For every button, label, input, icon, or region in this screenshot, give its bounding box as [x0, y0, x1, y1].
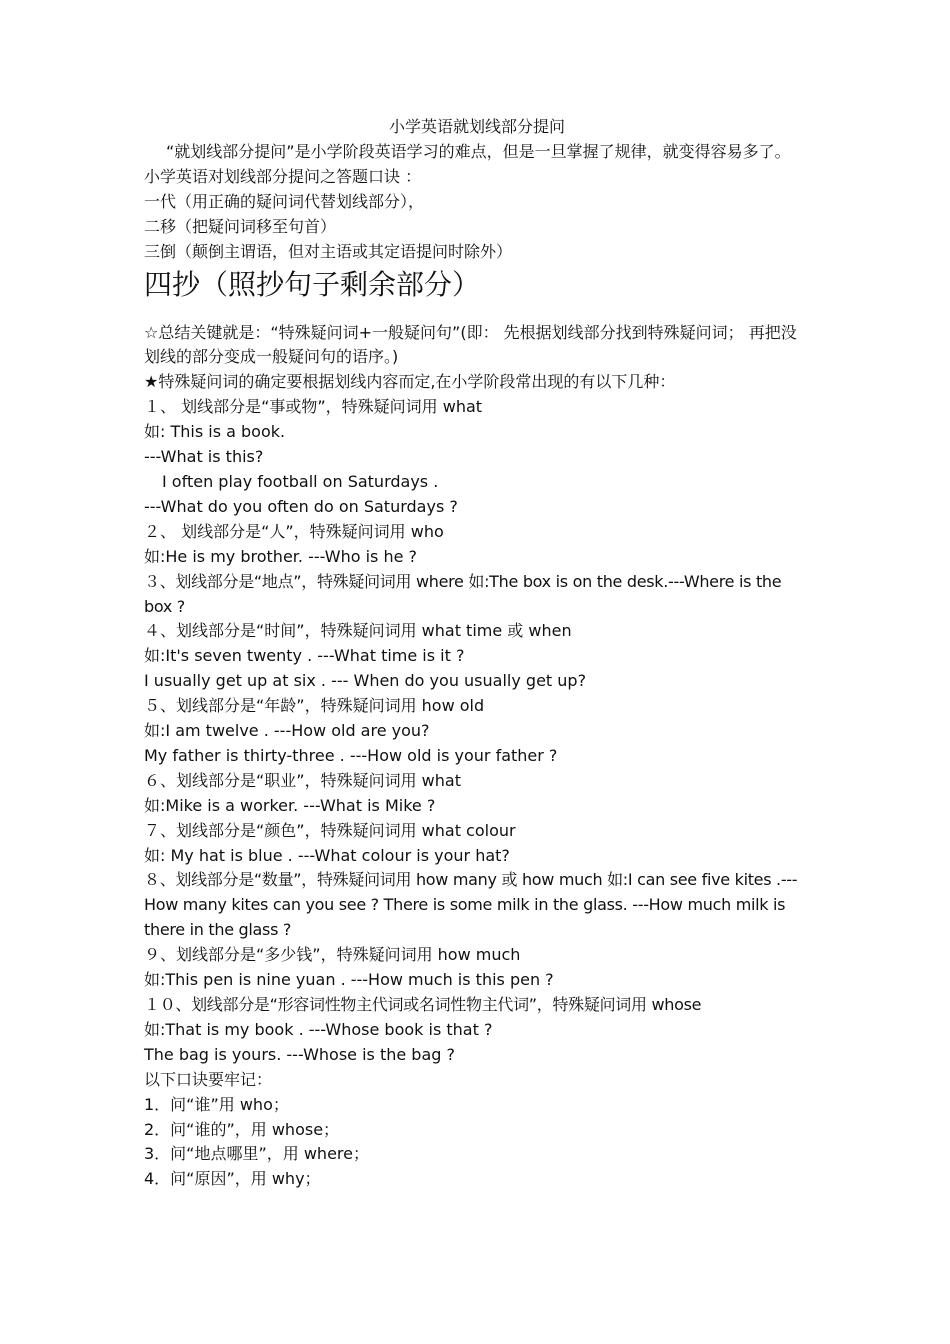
intro-paragraph: “就划线部分提问”是小学阶段英语学习的难点，但是一旦掌握了规律，就变得容易多了。 — [166, 142, 791, 161]
example-line: 如:He is my brother. ---Who is he ? — [144, 546, 418, 566]
rule-3-paragraph: ３、划线部分是“地点”，特殊疑问词用 where 如:The box is on the desk.---Where is the box ? — [144, 571, 782, 616]
mnemonic-item: 3．问“地点哪里”，用 where； — [144, 1144, 369, 1164]
rule-10-heading: １０、划线部分是“形容词性物主代词或名词性物主代词”，特殊疑问词用 whose — [144, 995, 702, 1014]
mnemonic-item: 1．问“谁”用 who； — [144, 1094, 289, 1114]
example-line: The bag is yours. ---Whose is the bag ? — [144, 1044, 455, 1064]
rule-4-heading: ４、划线部分是“时间”，特殊疑问词用 what time 或 when — [144, 621, 572, 641]
example-line: I often play football on Saturdays . — [162, 471, 439, 491]
formula-step-2: 二移（把疑问词移至句首） — [144, 216, 337, 236]
summary-paragraph: ☆总结关键就是：“特殊疑问词+一般疑问句”(即： 先根据划线部分找到特殊疑问词； 再把没划线的部分变成一般疑问句的语序。) — [144, 322, 797, 367]
formula-step-4: 四抄（照抄句子剩余部分） — [144, 267, 481, 301]
rule-2-heading: ２、 划线部分是“人”，特殊疑问词用 who — [144, 521, 444, 541]
example-line: ---What do you often do on Saturdays ? — [144, 496, 458, 516]
formula-step-3: 三倒（颠倒主谓语，但对主语或其定语提问时除外） — [144, 241, 513, 261]
rule-8-paragraph: ８、划线部分是“数量”，特殊疑问词用 how many 或 how much 如:I can see five kites .---How many kites can you see ? There is some milk in the glass. ---How much milk is there in the glass ? — [144, 870, 798, 940]
example-line: 如:This pen is nine yuan . ---How much is this pen ? — [144, 970, 554, 990]
formula-heading: 小学英语对划线部分提问之答题口诀 ： — [144, 166, 422, 186]
example-line: ---What is this? — [144, 447, 264, 467]
example-line: 如:That is my book . ---Whose book is that ? — [144, 1019, 493, 1039]
example-line: I usually get up at six . --- When do you usually get up? — [144, 671, 587, 691]
document-page — [144, 114, 810, 1192]
example-line: 如: My hat is blue . ---What colour is your hat? — [144, 845, 510, 865]
example-line: My father is thirty-three . ---How old is your father ? — [144, 745, 558, 765]
rule-5-heading: ５、划线部分是“年龄”，特殊疑问词用 how old — [144, 696, 485, 716]
star-note: ★特殊疑问词的确定要根据划线内容而定,在小学阶段常出现的有以下几种： — [144, 372, 676, 392]
rule-6-heading: ６、划线部分是“职业”，特殊疑问词用 what — [144, 770, 461, 790]
mnemonic-heading: 以下口诀要牢记： — [144, 1069, 273, 1089]
example-line: 如: This is a book. — [144, 422, 286, 442]
example-line: 如:Mike is a worker. ---What is Mike ? — [144, 795, 436, 815]
example-line: 如:I am twelve . ---How old are you? — [144, 721, 430, 741]
mnemonic-item: 4．问“原因”，用 why； — [144, 1169, 321, 1189]
formula-step-1: 一代（用正确的疑问词代替划线部分）， — [144, 191, 425, 211]
rule-7-heading: ７、划线部分是“颜色”，特殊疑问词用 what colour — [144, 820, 516, 840]
document-title: 小学英语就划线部分提问 — [388, 117, 565, 136]
example-line: 如:It's seven twenty . ---What time is it ? — [144, 646, 465, 666]
rule-9-heading: ９、划线部分是“多少钱”，特殊疑问词用 how much — [144, 945, 521, 965]
mnemonic-item: 2．问“谁的”，用 whose； — [144, 1119, 340, 1139]
rule-1-heading: １、 划线部分是“事或物”，特殊疑问词用 what — [144, 397, 483, 417]
